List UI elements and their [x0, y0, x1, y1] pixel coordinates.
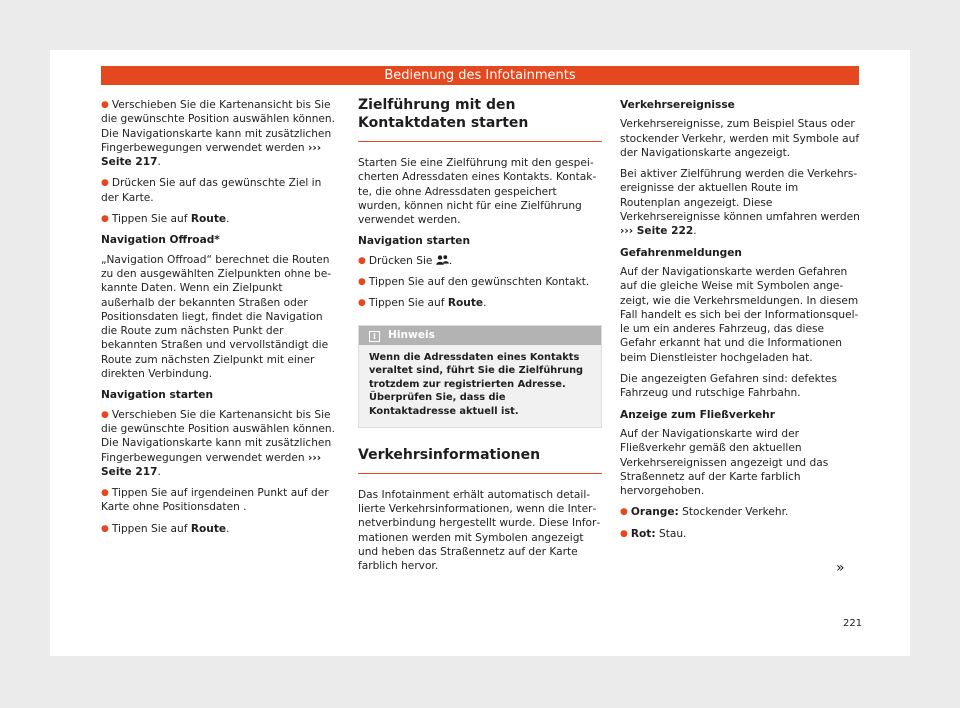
note-header: i Hinweis — [359, 326, 601, 345]
bullet-icon: ● — [101, 100, 109, 110]
bullet-icon: ● — [358, 298, 366, 309]
route-events-paragraph: Bei aktiver Zielführung werden die Verkehrsereignisse der aktuellen Route im Routenplan angezeigt. Diese Verkehrsereignisse können umfahren werden ››› Seite 222. — [620, 168, 860, 238]
traffic-paragraph: Das Infotainment erhält automatisch detaillierte Verkehrsinformationen, wenn die Internetverbindung hergestellt wurde. Diese Informationen werden mit Symbolen angezeigt und heben das Straßennetz auf der Karte farblich hervor. — [358, 488, 601, 573]
bullet-item: ● Tippen Sie auf den gewünschten Kontakt. — [358, 276, 590, 289]
page-number: 221 — [843, 618, 863, 629]
note-text: Wenn die Adressdaten eines Kontakts veraltet sind, führt Sie die Zielführung trotzdem zur registrierten Adresse. Überprüfen Sie, dass die Kontaktadresse aktuell ist. — [369, 351, 584, 418]
section-heading-traffic: Verkehrsinformationen — [358, 446, 602, 474]
bullet-item: ● Orange: Stockender Verkehr. — [620, 506, 789, 519]
flow-traffic-paragraph: Auf der Navigationskarte wird der Fließverkehr gemäß den aktuellen Verkehrsereignissen angezeigt und das Straßennetz auf der Karte farblich hervorgehoben. — [620, 427, 829, 498]
bullet-icon: ● — [620, 507, 628, 518]
bullet-icon: ● — [358, 277, 366, 288]
page-ref-link[interactable]: ››› Seite 222 — [620, 225, 694, 238]
info-icon: i — [369, 331, 380, 342]
subheading-navigation-start: Navigation starten — [101, 389, 214, 402]
page-ref-link[interactable]: ››› Seite 217 — [101, 141, 322, 169]
people-icon — [436, 255, 449, 265]
subheading-navigation-start: Navigation starten — [358, 235, 471, 248]
bullet-item: ● Verschieben Sie die Kartenansicht bis Sie die gewünschte Position auswählen können. Die Navigationskarte kann mit zusätzlichen Fingerbewegungen verwendet werden ››› Seite 217. — [101, 408, 336, 478]
column-left — [101, 98, 339, 543]
bullet-item: ● Rot: Stau. — [620, 527, 687, 540]
bullet-icon: ● — [101, 178, 109, 189]
bullet-item: ● Tippen Sie auf irgendeinen Punkt auf der Karte ohne Positionsdaten . — [101, 487, 329, 514]
note-box — [358, 325, 602, 428]
subheading-flow-traffic: Anzeige zum Fließverkehr — [620, 408, 775, 421]
bullet-icon: ● — [101, 409, 109, 420]
column-right — [620, 98, 860, 548]
bullet-icon: ● — [101, 214, 109, 225]
offroad-paragraph: „Navigation Offroad“ berechnet die Routen zu den ausgewählten Zielpunkten ohne bekannte Daten. Wenn ein Zielpunkt außerhalb der bekannten Straßen oder Positionsdaten liegt, findet die Navigation die Route zum nächsten Punkt der bekannten Straßen und vervollständigt die Route zum nächsten Zielpunkt mit einer direkten Verbindung. — [101, 253, 332, 381]
page-header: Bedienung des Infotainments — [101, 66, 859, 85]
bullet-item: ● Tippen Sie auf Route. — [358, 297, 487, 310]
column-middle — [358, 96, 602, 580]
bullet-item: ● Drücken Sie auf das gewünschte Ziel in der Karte. — [101, 177, 322, 204]
bullet-icon: ● — [620, 528, 628, 539]
hazards-types-paragraph: Die angezeigten Gefahren sind: defektes Fahrzeug und rutschige Fahrbahn. — [620, 373, 837, 400]
section-heading-contacts: Zielführung mit den Kontaktdaten starten — [358, 96, 602, 142]
continue-marker: » — [836, 560, 845, 576]
bullet-icon: ● — [101, 488, 109, 499]
subheading-traffic-events: Verkehrsereignisse — [620, 99, 735, 111]
bullet-item: ● Verschieben Sie die Kartenansicht bis Sie die gewünschte Position auswählen können. Die Navigationskarte kann mit zusätzlichen Fingerbewegungen verwendet werden ››› Seite 217. — [101, 99, 336, 169]
contacts-intro: Starten Sie eine Zielführung mit den gespeicherten Adressdaten eines Kontakts. Kontakte, die ohne Adressdaten gespeichert wurden, können nicht für eine Zielführung verwendet werden. — [358, 157, 597, 227]
page-ref-link[interactable]: ››› Seite 217 — [101, 451, 322, 478]
bullet-item: ● Drücken Sie . — [358, 254, 453, 267]
bullet-icon: ● — [358, 255, 366, 266]
traffic-events-paragraph: Verkehrsereignisse, zum Beispiel Staus oder stockender Verkehr, werden mit Symbole auf der Navigationskarte angezeigt. — [620, 118, 860, 159]
bullet-icon: ● — [101, 523, 109, 534]
hazards-paragraph: Auf der Navigationskarte werden Gefahren auf die gleiche Weise mit Symbolen angezeigt, wie die Verkehrsmeldungen. In diesem Fall handelt es sich bei der Informationsquelle um ein anderes Fahrzeug, das diese Gefahr erkannt hat und die Informationen beim Dienstleister hochgeladen hat. — [620, 265, 859, 364]
subheading-hazards: Gefahrenmeldungen — [620, 246, 742, 259]
subheading-offroad: Navigation Offroad* — [101, 234, 220, 247]
bullet-item: ● Tippen Sie auf Route. — [101, 213, 230, 226]
bullet-item: ● Tippen Sie auf Route. — [101, 522, 230, 535]
